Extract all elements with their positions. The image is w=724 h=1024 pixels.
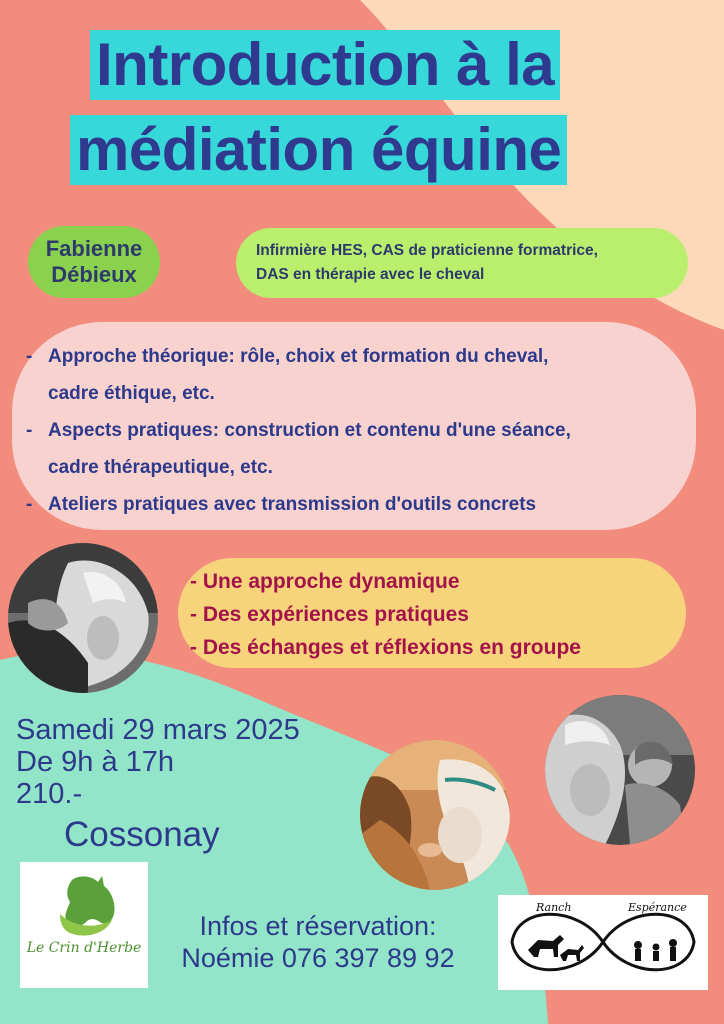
elderly-woman-with-horse-photo	[8, 543, 158, 693]
event-city: Cossonay	[64, 815, 220, 854]
girl-hugging-pony-photo	[545, 695, 695, 845]
program-item	[26, 412, 696, 486]
event-date: Samedi 29 mars 2025	[16, 714, 300, 746]
program-item-line-1: Approche théorique: rôle, choix et formation du cheval,	[48, 346, 549, 367]
feature-item: - Une approche dynamique	[190, 570, 460, 593]
bullet-dash: -	[26, 420, 33, 441]
left-logo-text: Le Crin d'Herbe	[26, 940, 142, 956]
program-item-line-1: Aspects pratiques: construction et contenu d'une séance,	[48, 420, 571, 441]
le-crin-d-herbe-logo	[20, 862, 148, 988]
right-logo-word-2: Espérance	[628, 901, 687, 914]
contact-phone: Noémie 076 397 89 92	[181, 943, 455, 973]
credentials-line-1: Infirmière HES, CAS de praticienne formatrice,	[256, 242, 598, 259]
feature-item: - Des échanges et réflexions en groupe	[190, 636, 581, 659]
title-line-1: Introduction à la	[90, 30, 560, 100]
presenter-last-name: Débieux	[51, 262, 137, 287]
presenter-first-name: Fabienne	[45, 236, 143, 261]
title-line-2: médiation équine	[70, 115, 567, 185]
program-item	[26, 486, 696, 523]
program-list	[26, 338, 696, 523]
green-horse-head-icon	[20, 862, 148, 988]
program-item-line-2: cadre thérapeutique, etc.	[48, 457, 273, 478]
event-price: 210.-	[16, 778, 83, 810]
woman-feeding-horse-photo	[360, 740, 510, 890]
contact-line-1: Infos et réservation:	[199, 911, 437, 941]
bullet-dash: -	[26, 494, 33, 515]
event-hours: De 9h à 17h	[16, 746, 175, 778]
presenter-credentials	[236, 228, 688, 298]
presenter-name-badge	[28, 226, 160, 298]
credentials-line-2: DAS en thérapie avec le cheval	[256, 266, 485, 283]
ranch-esperance-logo	[498, 895, 708, 990]
program-item-line-1: Ateliers pratiques avec transmission d'outils concrets	[48, 494, 537, 515]
contact-info	[168, 910, 468, 974]
program-item-line-2: cadre éthique, etc.	[48, 383, 215, 404]
feature-item: - Des expériences pratiques	[190, 603, 469, 626]
right-logo-word-1: Ranch	[536, 901, 572, 914]
features-list	[190, 565, 581, 664]
program-item	[26, 338, 696, 412]
bullet-dash: -	[26, 346, 33, 367]
